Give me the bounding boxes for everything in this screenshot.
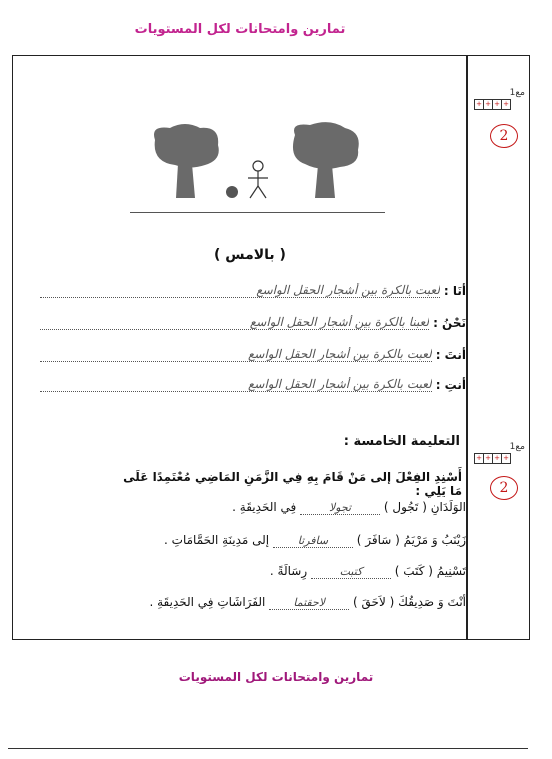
item-completion: الفَرَاشَاتِ فِي الحَدِيقَةِ . bbox=[149, 595, 266, 609]
grading-box-1 bbox=[475, 88, 525, 110]
grading-cell: + bbox=[501, 453, 511, 464]
grading-cell: + bbox=[492, 453, 502, 464]
grading-label: مع1 bbox=[509, 88, 525, 98]
grading-grid bbox=[475, 99, 525, 110]
handwritten-answer: سافرتا bbox=[273, 534, 353, 548]
grading-grid bbox=[475, 453, 525, 464]
footer-brand: تمارين وامتحانات لكل المستويات bbox=[178, 670, 374, 684]
handwritten-answer: لعبنا بالكرة بين أشجار الحقل الواسع bbox=[40, 315, 429, 330]
handwritten-answer: لعبت بالكرة بين أشجار الحقل الواسع bbox=[40, 347, 432, 362]
pronoun-label: نَحْنُ : bbox=[433, 316, 466, 330]
handwritten-answer: لعبت بالكرة بين أشجار الحقل الواسع bbox=[40, 283, 440, 298]
item-prompt: الوَلَدَانِ ( تَجُول ) bbox=[383, 500, 466, 514]
item-completion: فِي الحَدِيقَةِ . bbox=[232, 500, 297, 514]
conjugation-line bbox=[40, 278, 466, 298]
exercise-title: ( بالامس ) bbox=[214, 247, 286, 263]
instruction-title: التعليمة الخامسة : bbox=[343, 434, 460, 449]
handwritten-answer: كتبت bbox=[311, 565, 391, 579]
pronoun-label: أنَا : bbox=[443, 284, 466, 298]
handwritten-answer: لاحقتما bbox=[269, 596, 349, 610]
bottom-rule bbox=[8, 748, 528, 749]
exercise-item bbox=[110, 500, 466, 515]
exercise-item bbox=[110, 595, 466, 610]
item-prompt: أنْتَ وَ صَدِيقُكَ ( لاَحَقَ ) bbox=[353, 595, 466, 609]
item-prompt: تَسْنِيمُ ( كَتَبَ ) bbox=[394, 564, 466, 578]
handwritten-answer: لعبت بالكرة بين أشجار الحقل الواسع bbox=[40, 377, 432, 392]
conjugation-line bbox=[40, 310, 466, 330]
pronoun-label: أنتِ : bbox=[435, 378, 466, 392]
tree-icon bbox=[154, 124, 219, 198]
ground-line bbox=[130, 212, 385, 213]
grading-cell: + bbox=[474, 453, 484, 464]
conjugation-line bbox=[40, 342, 466, 362]
conjugation-line bbox=[40, 372, 466, 392]
grading-box-2 bbox=[475, 442, 525, 464]
handwritten-answer: تجولا bbox=[300, 501, 380, 515]
grading-cell: + bbox=[474, 99, 484, 110]
grading-cell: + bbox=[483, 99, 493, 110]
item-prompt: زَيْنَبُ وَ مَرْيَمُ ( سَافَرَ ) bbox=[356, 533, 466, 547]
instruction-text: أَسْنِدِ الفِعْلَ إلى مَنْ قَامَ بِهِ فِي الزَّمَنِ المَاضِي مُعْتَمِدًا عَلَى مَا يَلِي : bbox=[123, 470, 462, 498]
ball-icon bbox=[226, 186, 238, 198]
item-completion: إلى مَدِينَةِ الحَمَّامَاتِ . bbox=[164, 533, 270, 547]
pronoun-label: أنتَ : bbox=[435, 348, 466, 362]
exercise-item bbox=[110, 564, 466, 579]
grade-score-circle: 2 bbox=[490, 124, 518, 148]
grading-label: مع1 bbox=[509, 442, 525, 452]
header-brand: تمارين وامتحانات لكل المستويات bbox=[134, 22, 346, 37]
margin-line bbox=[466, 55, 468, 640]
grading-cell: + bbox=[492, 99, 502, 110]
tree-icon bbox=[293, 122, 359, 198]
grading-cell: + bbox=[483, 453, 493, 464]
boy-icon bbox=[248, 161, 268, 198]
item-completion: رِسَالَةً . bbox=[269, 564, 308, 578]
grading-cell: + bbox=[501, 99, 511, 110]
trees-boy-ball-illustration bbox=[140, 120, 380, 220]
exercise-item bbox=[110, 533, 466, 548]
grade-score-circle: 2 bbox=[490, 476, 518, 500]
